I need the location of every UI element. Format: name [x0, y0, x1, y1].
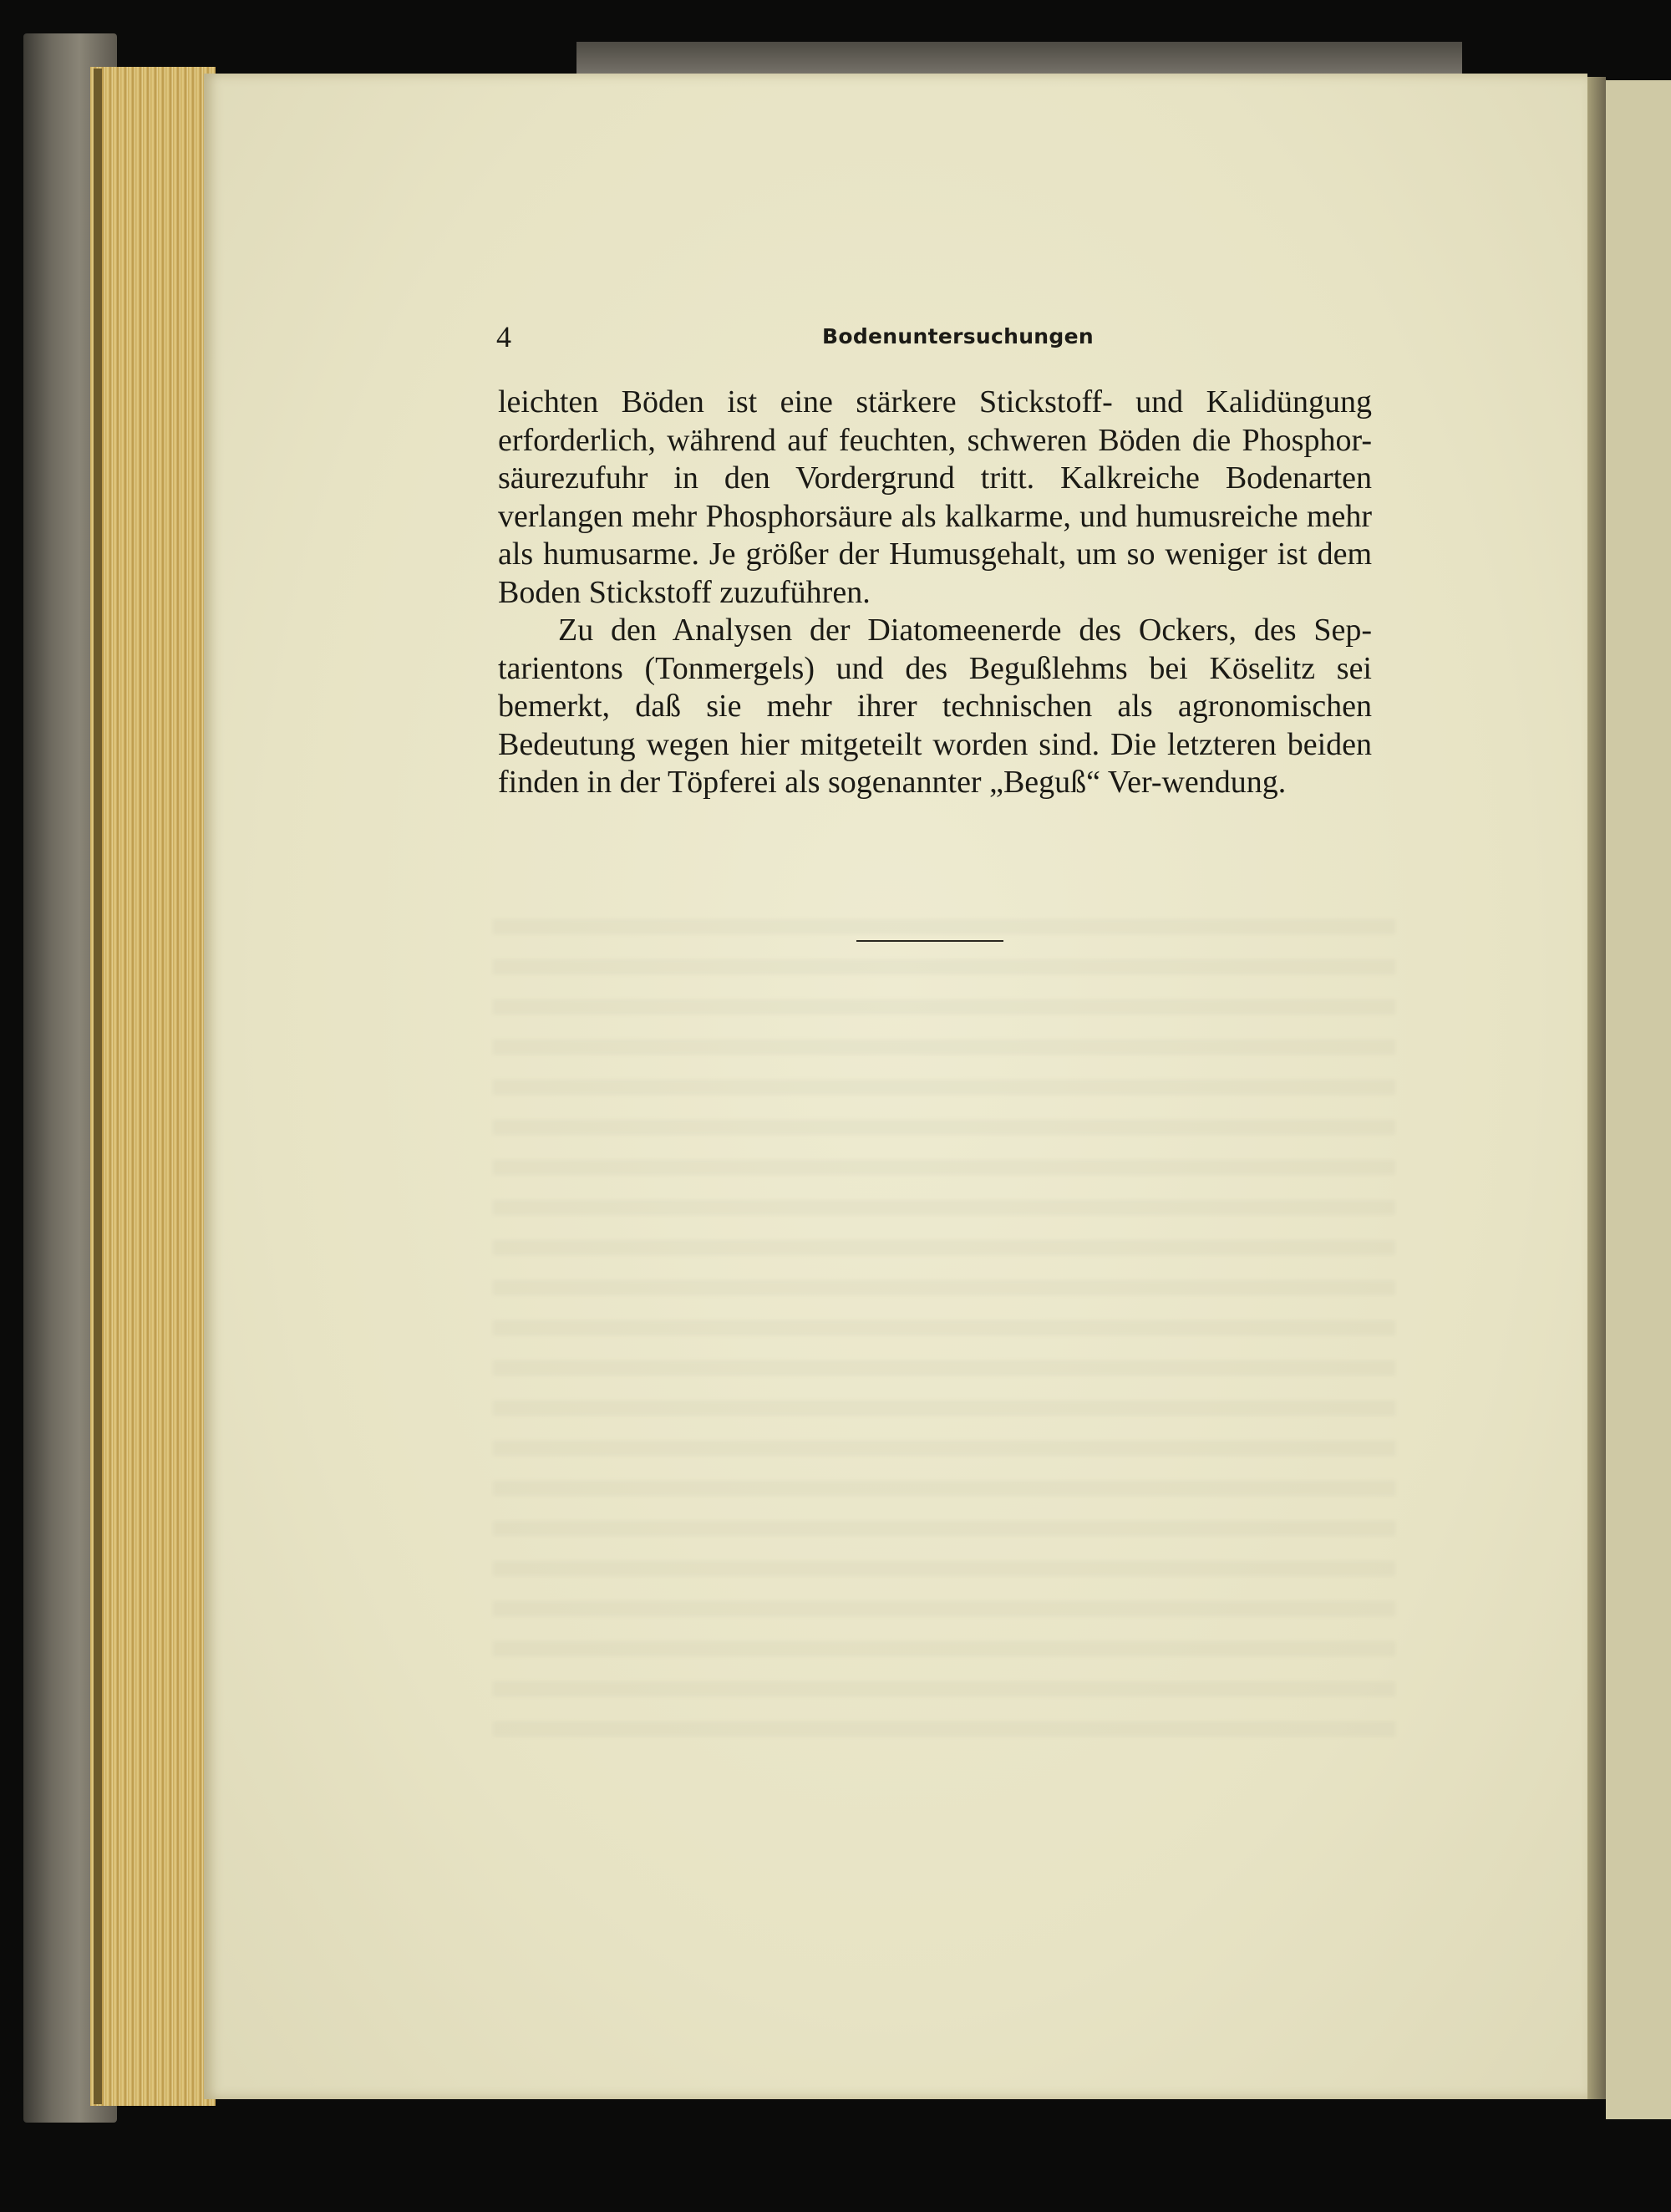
- right-gutter: [1587, 77, 1606, 2099]
- paragraph-1: leichten Böden ist eine stärkere Stickstoff- und Kalidüngung erforderlich, während auf feuchten, schweren Böden die Phosphor-säurezufuhr in den Vordergrund tritt. Kalkreiche Bodenarten verlangen mehr Phosphorsäure als kalkarme, und humusreiche mehr als humusarme. Je größer der Humusgehalt, um so weniger ist dem Boden Stickstoff zuzuführen.: [498, 384, 1372, 610]
- page-header: [496, 319, 1374, 361]
- page-number: 4: [496, 320, 511, 353]
- book-cover-top-edge: [576, 42, 1462, 75]
- paragraph-2: Zu den Analysen der Diatomeenerde des Ockers, des Sep-tarientons (Tonmergels) und des Begußlehms bei Köselitz sei bemerkt, daß sie mehr ihrer technischen als agronomischen Bedeutung wegen hier mitgeteilt worden sind. Die letzteren beiden finden in der Töpferei als sogenannter „Beguß“ Ver-wendung.: [498, 613, 1372, 800]
- show-through-texture: [493, 919, 1395, 1755]
- adjacent-page-edge: [1606, 80, 1671, 2119]
- page-edge-shadow: [94, 69, 102, 2104]
- running-head: Bodenuntersuchungen: [822, 324, 1094, 348]
- stacked-page-edges: [90, 67, 216, 2106]
- body-text: [498, 384, 1372, 802]
- section-divider-rule: [856, 940, 1003, 942]
